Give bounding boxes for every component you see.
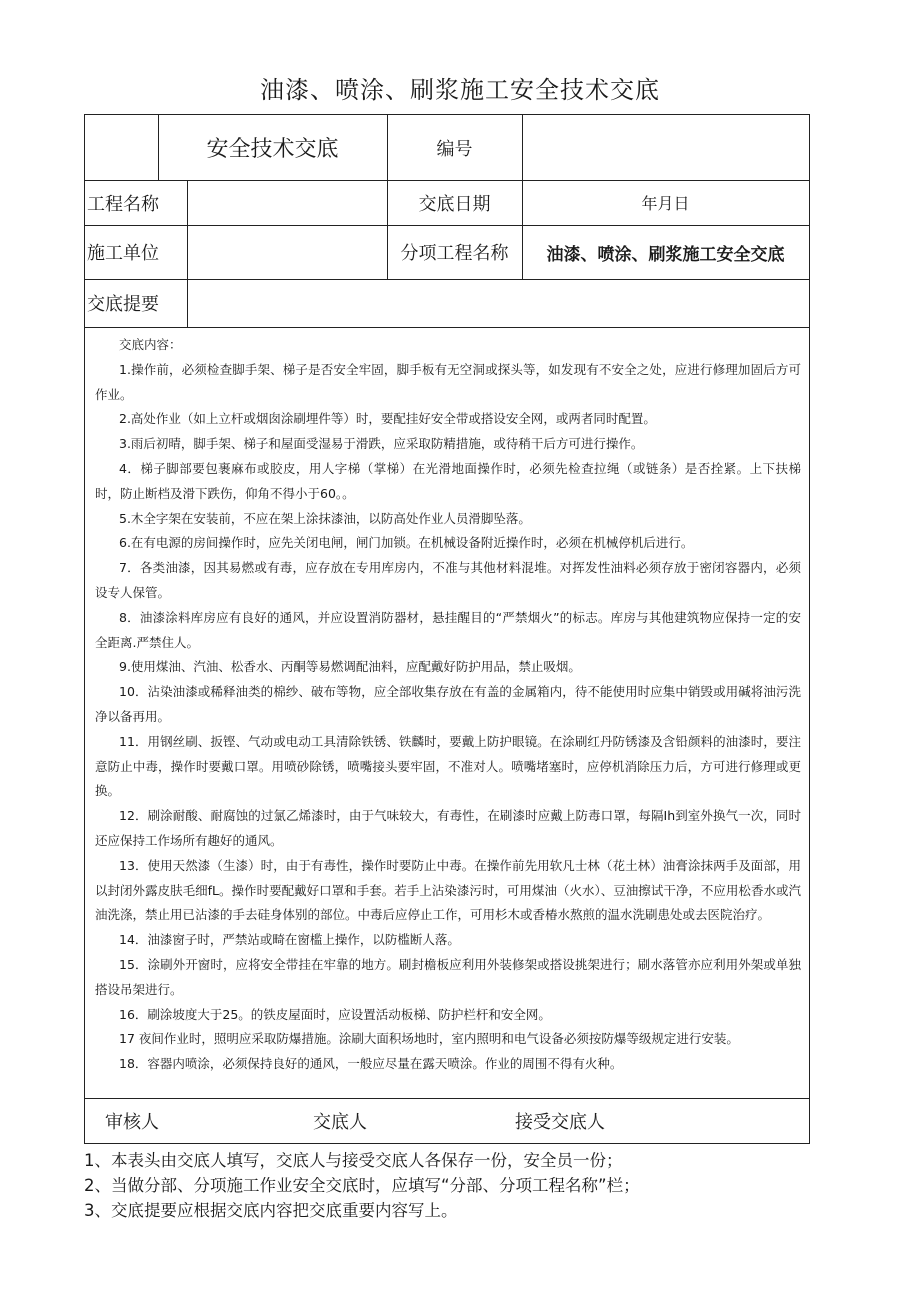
content-item: 1.操作前，必须检查脚手架、梯子是否安全牢固，脚手板有无空洞或探头等，如发现有不安全之处，应进行修理加固后方可作业。	[95, 361, 801, 402]
footnote: 2、当做分部、分项施工作业安全交底时，应填写“分部、分项工程名称”栏；	[84, 1176, 640, 1195]
content-item: 3.雨后初晴，脚手架、梯子和屋面受湿易于滑跌，应采取防精措施，或待稍干后方可进行操作。	[119, 436, 644, 452]
signature-row	[85, 1098, 809, 1143]
reviewer-label: 审核人	[105, 1111, 159, 1133]
document-title: 油漆、喷涂、刷浆施工安全技术交底	[260, 76, 660, 104]
summary-row	[85, 279, 809, 328]
receiver-label: 接受交底人	[515, 1111, 605, 1133]
content-item: 13．使用天然漆（生漆）时，由于有毒性，操作时要防止中毒。在操作前先用软凡士林（花土林）油膏涂抹两手及面部，用以封闭外露皮肤毛细fL。操作时要配戴好口罩和手套。若手上沾染漆污时，可用煤油（火水）、豆油擦试干净，不应用松香水或汽油洗涤，禁止用已沾漆的手去硅身体别的部位。中毒后应停止工作，可用杉木或香椿水熬煎的温水洗刷患处或去医院治疗。	[95, 857, 801, 923]
number-field[interactable]	[522, 115, 809, 180]
content-item: 6.在有电源的房间操作时，应先关闭电闸，闸门加锁。在机械设备附近操作时，必须在机械停机后进行。	[119, 535, 694, 551]
construction-unit-field[interactable]	[187, 225, 387, 279]
project-row	[85, 180, 809, 226]
construction-unit-label: 施工单位	[87, 243, 159, 264]
content-item: 8．油漆涂料库房应有良好的通风，并应设置消防器材，悬挂醒目的“严禁烟火”的标志。库房与其他建筑物应保持一定的安全距离.严禁住人。	[95, 609, 801, 650]
content-item: 5.木全字架在安装前，不应在架上涂抹漆油，以防高处作业人员滑脚坠落。	[119, 510, 531, 526]
content-item: 18．容器内喷涂，必须保持良好的通风，一般应尽量在露天喷涂。作业的周围不得有火种。	[119, 1056, 623, 1072]
disclosure-content	[85, 327, 809, 1099]
footnote: 1、本表头由交底人填写，交底人与接受交底人各保存一份，安全员一份；	[84, 1151, 623, 1170]
content-item: 16．刷涂坡度大于25。的铁皮屋面时，应设置活动板梯、防护栏杆和安全网。	[119, 1006, 551, 1022]
content-item: 4．梯子脚部要包裹麻布或胶皮，用人字梯（掌梯）在光滑地面操作时，必须先检查拉绳（或链条）是否拴紧。上下扶梯时，防止断档及滑下跌伤，仰角不得小于60。。	[95, 460, 801, 501]
subproject-name-field[interactable]: 油漆、喷涂、刷浆施工安全交底	[546, 244, 785, 265]
content-item: 14．油漆窗子时，严禁站或畸在窗槛上操作，以防槛断人落。	[119, 932, 460, 948]
summary-field[interactable]	[187, 279, 809, 327]
content-item: 17 夜间作业时，照明应采取防爆措施。涂刷大面积场地时，室内照明和电气设备必须按防爆等级规定进行安装。	[119, 1031, 739, 1047]
summary-label: 交底提要	[87, 294, 159, 315]
date-field[interactable]: 年月日	[641, 194, 690, 213]
subproject-name-label: 分项工程名称	[400, 243, 509, 264]
number-label: 编号	[436, 138, 473, 160]
content-item: 10．沾染油漆或稀释油类的棉纱、破布等物，应全部收集存放在有盖的金属箱内，待不能使用时应集中销毁或用碱将油污洗净以备再用。	[95, 684, 801, 724]
form-title: 安全技术交底	[206, 137, 339, 162]
footnote: 3、交底提要应根据交底内容把交底重要内容写上。	[84, 1201, 458, 1220]
content-item: 7．各类油漆，因其易燃或有毒，应存放在专用库房内，不准与其他材料混堆。对挥发性油料必须存放于密闭容器内，必须设专人保管。	[95, 560, 801, 600]
content-item: 9.使用煤油、汽油、松香水、丙酮等易燃调配油料，应配戴好防护用品，禁止吸烟。	[119, 659, 581, 675]
content-item: 11．用钢丝刷、扳铿、气动或电动工具清除铁锈、铁麟时，要戴上防护眼镜。在涂刷红丹防锈漆及含铅颜料的油漆时，要注意防止中毒，操作时要戴口罩。用喷砂除锈，喷嘴接头要牢固，不准对人。喷嘴堵塞时，应停机消除压力后，方可进行修理或更换。	[95, 733, 801, 799]
content-heading: 交底内容：	[119, 337, 182, 352]
disclosure-form	[84, 114, 810, 1144]
unit-row	[85, 225, 809, 280]
content-item: 2.高处作业（如上立杆或烟囱涂刷埋件等）时，要配挂好安全带或搭设安全网，或两者同时配置。	[119, 411, 656, 427]
content-item: 12．刷涂耐酸、耐腐蚀的过氯乙烯漆时，由于气味较大，有毒性，在刷漆时应戴上防毒口罩，每隔Ih到室外换气一次，同时还应保持工作场所有趣好的通风。	[95, 808, 801, 848]
discloser-label: 交底人	[313, 1111, 367, 1133]
content-item: 15．涂刷外开窗时，应将安全带挂在牢靠的地方。刷封檐板应利用外装修架或搭设挑架进行；刷水落管亦应利用外架或单独搭设吊架进行。	[95, 956, 801, 997]
form-header-row	[85, 115, 809, 181]
date-label: 交底日期	[418, 193, 491, 215]
footnotes	[84, 1148, 844, 1223]
project-name-field[interactable]	[187, 180, 387, 225]
project-name-label: 工程名称	[87, 193, 159, 215]
